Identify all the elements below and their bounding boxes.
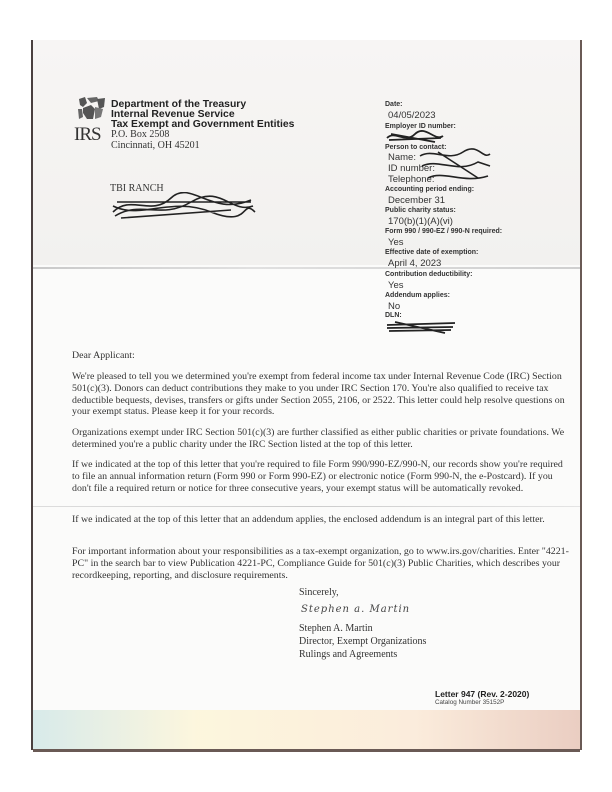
irs-logo [74, 95, 110, 145]
contact-id-label: ID number: [388, 163, 435, 174]
body-paragraph: We're pleased to tell you we determined you're exempt from federal income tax under Internal Revenue Code (IRC) Section 501(c)(3). Donors can deduct contributions they make to you under IRC Section 170. You're also qualified to receive tax deductible bequests, devises, transfers or gifts under Section 2055, 2106, or 2522. This letter could help resolve questions on your exempt status. Please keep it for your records. [72, 371, 565, 418]
letter-id: Letter 947 (Rev. 2-2020) [435, 689, 530, 699]
catalog-number: Catalog Number 35152P [435, 699, 505, 706]
body-paragraph: For important information about your responsibilities as a tax-exempt organization, go to www.irs.gov/charities. Enter "4221-PC" in the search bar to view Publication 4221-PC, Compliance Guide for 501(c)(3) Public Charities, which describes your recordkeeping, reporting, and disclosure requirements. [72, 546, 569, 581]
addendum-value: No [388, 301, 401, 312]
form-required-label: Form 990 / 990-EZ / 990-N required: [385, 228, 503, 235]
division-name: Tax Exempt and Government Entities [111, 119, 295, 130]
contact-phone-label: Telephone: [388, 174, 435, 185]
po-box: P.O. Box 2508 [111, 129, 170, 140]
ein-label: Employer ID number: [385, 123, 456, 130]
fold-line [33, 506, 580, 507]
contact-label: Person to contact: [385, 144, 447, 151]
addendum-label: Addendum applies: [385, 292, 450, 299]
photo-glare [33, 710, 580, 750]
service-name: Internal Revenue Service [111, 109, 235, 120]
fold-line [33, 267, 580, 269]
redaction-scribble [418, 148, 493, 186]
charity-status-label: Public charity status: [385, 207, 456, 214]
redaction-scribble [111, 192, 256, 222]
deductibility-value: Yes [388, 280, 404, 291]
page-edge [33, 749, 580, 752]
signer-title: Rulings and Agreements [299, 649, 398, 660]
redaction-scribble [385, 130, 445, 144]
form-required-value: Yes [388, 237, 404, 248]
accounting-value: December 31 [388, 195, 446, 206]
charity-status-value: 170(b)(1)(A)(vi) [388, 216, 453, 227]
contact-name-label: Name: [388, 152, 416, 163]
signer-title: Director, Exempt Organizations [299, 636, 427, 647]
dept-name: Department of the Treasury [111, 99, 247, 110]
signer-name: Stephen A. Martin [299, 623, 373, 634]
redaction-scribble [385, 319, 457, 335]
valediction: Sincerely, [299, 587, 339, 598]
body-paragraph: If we indicated at the top of this letter that you're required to file Form 990/990-EZ/990-N, our records show you're required to file an annual information return (Form 990 or Form 990-EZ) or electronic notice (Form 990-N, the e-Postcard). If you don't file a required return or notice for three consecutive years, your exempt status will be automatically revoked. [72, 459, 563, 494]
irs-eagle-icon [77, 95, 107, 121]
recipient-name: TBI RANCH [110, 183, 164, 194]
date-value: 04/05/2023 [388, 110, 436, 121]
dln-label: DLN: [385, 312, 402, 319]
body-paragraph: If we indicated at the top of this letter that an addendum applies, the enclosed addendum is an integral part of this letter. [72, 514, 545, 525]
date-label: Date: [385, 101, 403, 108]
effective-date-value: April 4, 2023 [388, 258, 442, 269]
irs-logo-text: IRS [74, 124, 101, 145]
deductibility-label: Contribution deductibility: [385, 271, 473, 278]
accounting-label: Accounting period ending: [385, 186, 475, 193]
body-paragraph: Organizations exempt under IRC Section 501(c)(3) are further classified as either public charities or private foundations. We determined you're a public charity under the IRC Section listed at the top of this letter. [72, 427, 565, 450]
city-state: Cincinnati, OH 45201 [111, 140, 200, 151]
effective-date-label: Effective date of exemption: [385, 249, 479, 256]
letter-page [31, 40, 582, 750]
signature: Stephen a. Martin [301, 604, 411, 615]
salutation: Dear Applicant: [72, 350, 135, 361]
